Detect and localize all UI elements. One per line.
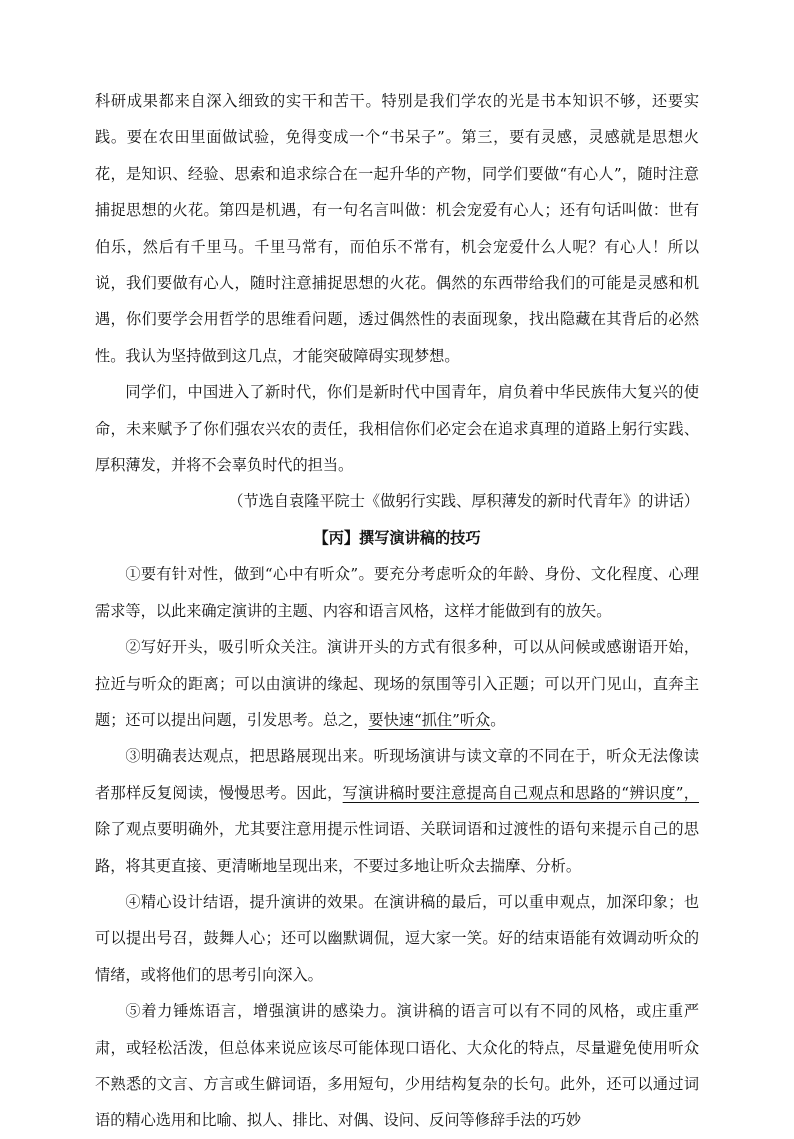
source-citation: （节选自袁隆平院士《做躬行实践、厚积薄发的新时代青年》的讲话） <box>228 492 699 511</box>
tip-2-text: ②写好开头，吸引听众关注。演讲开头的方式有很多种，可以从问候或感谢语开始，拉近与听众的距离；可以由演讲的缘起、现场的氛围等引入正题；可以开门见山，直奔主题；还可以提出问题，引发思考。总之， <box>95 638 699 729</box>
tip-3-rest: 除了观点要明确外，尤其要注意用提示性词语、关联词语和过渡性的语句来提示自己的思路，将其更直接、更清晰地呈现出来，不要过多地让听众去揣摩、分析。 <box>95 820 699 875</box>
tip-2-end: 。 <box>490 710 506 729</box>
tip-3 <box>95 738 699 884</box>
tip-1: ①要有针对性，做到“心中有听众”。要充分考虑听众的年龄、身份、文化程度、心理需求等，以此来确定演讲的主题、内容和语言风格，这样才能做到有的放矢。 <box>95 565 699 620</box>
tip-4: ④精心设计结语，提升演讲的效果。在演讲稿的最后，可以重申观点，加深印象；也可以提出号召，鼓舞人心；还可以幽默调侃，逗大家一笑。好的结束语能有效调动听众的情绪，或将他们的思考引向深入。 <box>95 892 699 984</box>
tip-3-underlined: 写演讲稿时要注意提高自己观点和思路的“辨识度”， <box>342 783 699 802</box>
tip-2-underlined: 要快速“抓住”听众 <box>368 710 491 729</box>
paragraph-continuation: 科研成果都来自深入细致的实干和苦干。特别是我们学农的光是书本知识不够，还要实践。要在农田里面做试验，免得变成一个“书呆子”。第三，要有灵感，灵感就是思想火花，是知识、经验、思索和追求综合在一起升华的产物，同学们要做“有心人”，随时注意捕捉思想的火花。第四是机遇，有一句名言叫做：机会宠爱有心人；还有句话叫做：世有伯乐，然后有千里马。千里马常有，而伯乐不常有，机会宠爱什么人呢？有心人！所以说，我们要做有心人，随时注意捕捉思想的火花。偶然的东西带给我们的可能是灵感和机遇，你们要学会用哲学的思维看问题，透过偶然性的表面现象，找出隐藏在其背后的必然性。我认为坚持做到这几点，才能突破障碍实现梦想。 <box>95 92 699 365</box>
tip-5: ⑤着力锤炼语言，增强演讲的感染力。演讲稿的语言可以有不同的风格，或庄重严肃，或轻松活泼，但总体来说应该尽可能体现口语化、大众化的特点，尽量避免使用听众不熟悉的文言、方言或生僻词语，多用短句，少用结构复杂的长句。此外，还可以通过词语的精心选用和比喻、拟人、排比、对偶、设问、反问等修辞手法的巧妙 <box>95 1002 699 1130</box>
section-heading: 【丙】撰写演讲稿的技巧 <box>313 528 481 547</box>
tip-2 <box>95 629 699 738</box>
paragraph-closing: 同学们，中国进入了新时代，你们是新时代中国青年，肩负着中华民族伟大复兴的使命，未来赋予了你们强农兴农的责任，我相信你们必定会在追求真理的道路上躬行实践、厚积薄发，并将不会辜负时代的担当。 <box>95 383 699 475</box>
tip-3-text: ③明确表达观点，把思路展现出来。听现场演讲与读文章的不同在于，听众无法像读者那样反复阅读，慢慢思考。因此， <box>95 747 699 802</box>
